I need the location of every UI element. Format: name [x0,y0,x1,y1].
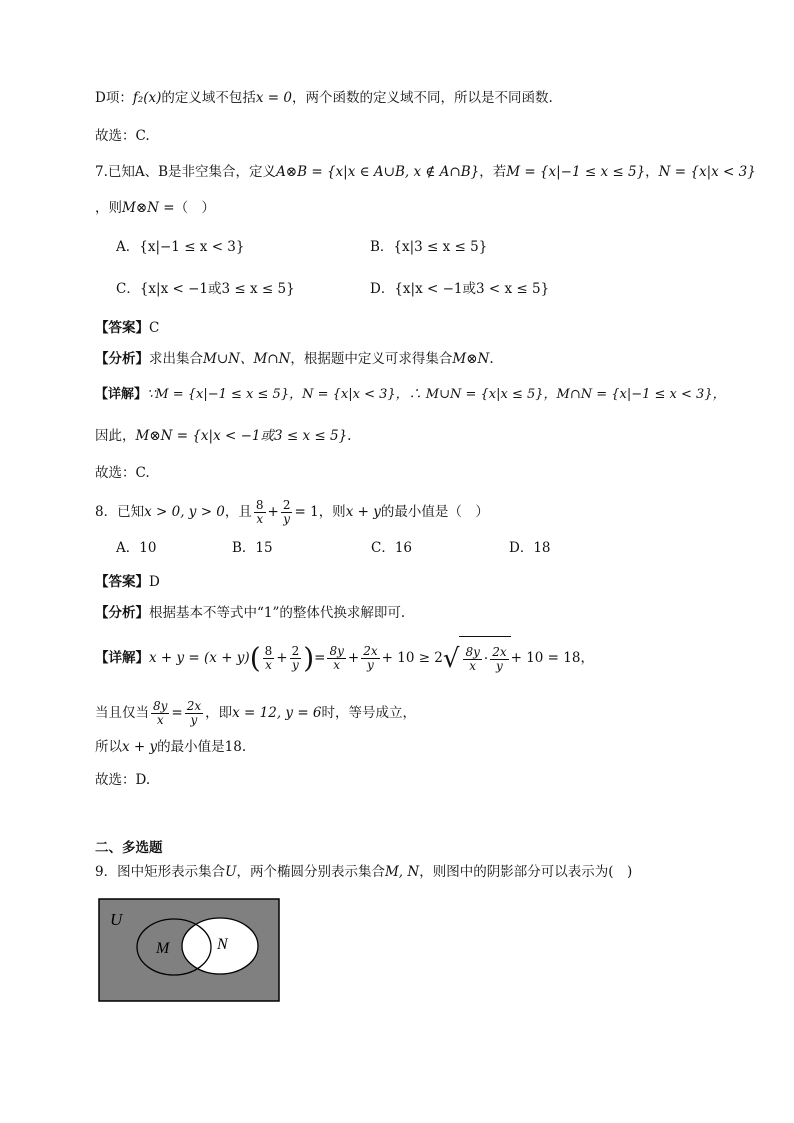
q7-detail: 【详解】∵M = {x|−1 ≤ x ≤ 5}，N = {x|x < 3}，∴ M∪N = {x|x ≤ 5}，M∩N = {x|−1 ≤ x < 3}， [95,387,726,402]
q8-option-a: A．10 [116,540,157,556]
q8-detail: 【详解】x + y = (x + y)( $\frac{8}{x}$ + $\frac{2}{y}$ )= $\frac{8y}{x}$ + $\frac{2x}{y}$ + 10 ≥ 2 √ $\frac{8y}{x}$ · $\frac{2x}{y}$ + 10 = 18， [95,636,594,681]
q8-answer: 【答案】D [95,574,160,590]
q7-option-b: B．{x|3 ≤ x ≤ 5} [370,239,488,255]
fraction-8-over-x: $\frac{8}{x}$ [255,498,264,526]
q7-analysis: 【分析】求出集合M∪N、M∩N，根据题中定义可求得集合M⊗N. [95,351,494,367]
q9-stem: 9．图中矩形表示集合U，两个椭圆分别表示集合M, N，则图中的阴影部分可以表示为( ) [95,864,633,880]
q7-option-c: C．{x|x < −1或3 ≤ x ≤ 5} [116,281,295,297]
q8-option-b: B．15 [232,540,273,556]
q7-option-a: A．{x|−1 ≤ x < 3} [116,239,245,255]
q8-option-c: C．16 [371,540,413,556]
label-n: N [217,936,228,953]
venn-diagram [98,898,280,1002]
q7-stem: 7.已知A、B是非空集合，定义A⊗B = {x|x ∈ A∪B, x ∉ A∩B}，若M = {x|−1 ≤ x ≤ 5}，N = {x|x < 3} [95,164,756,180]
q7-answer: 【答案】C [95,320,160,336]
q8-option-d: D．18 [509,540,551,556]
q7-option-d: D．{x|x < −1或3 < x ≤ 5} [370,281,550,297]
fraction-2-over-y: $\frac{2}{y}$ [282,498,291,526]
label-m: M [156,940,170,957]
q6-choice: 故选：C. [95,128,150,144]
q8-min-value: 所以x + y的最小值是18. [95,739,247,755]
q7-choice: 故选：C. [95,465,150,481]
section-title-multiple-choice: 二、多选题 [95,840,163,856]
q8-stem: 8．已知x > 0, y > 0，且 $\frac{8}{x}$ + $\frac{2}{y}$ = 1，则x + y的最小值是（ ） [95,498,489,526]
q7-detail-cont: 因此，M⊗N = {x|x < −1或3 ≤ x ≤ 5}. [95,428,352,444]
label-u: U [110,910,123,929]
q6-option-d-explanation: D项：f₂(x)的定义域不包括x = 0，两个函数的定义域不同，所以是不同函数. [95,90,553,106]
q8-equality-case: 当且仅当 $\frac{8y}{x}$ = $\frac{2x}{y}$ ，即x = 12, y = 6时，等号成立， [95,699,417,727]
q7-stem-cont: ，则M⊗N =（ ） [95,200,216,216]
q8-choice: 故选：D. [95,772,151,788]
square-root: √ $\frac{8y}{x}$ · $\frac{2x}{y}$ [443,636,511,681]
q8-analysis: 【分析】根据基本不等式中“1”的整体代换求解即可. [95,605,406,621]
